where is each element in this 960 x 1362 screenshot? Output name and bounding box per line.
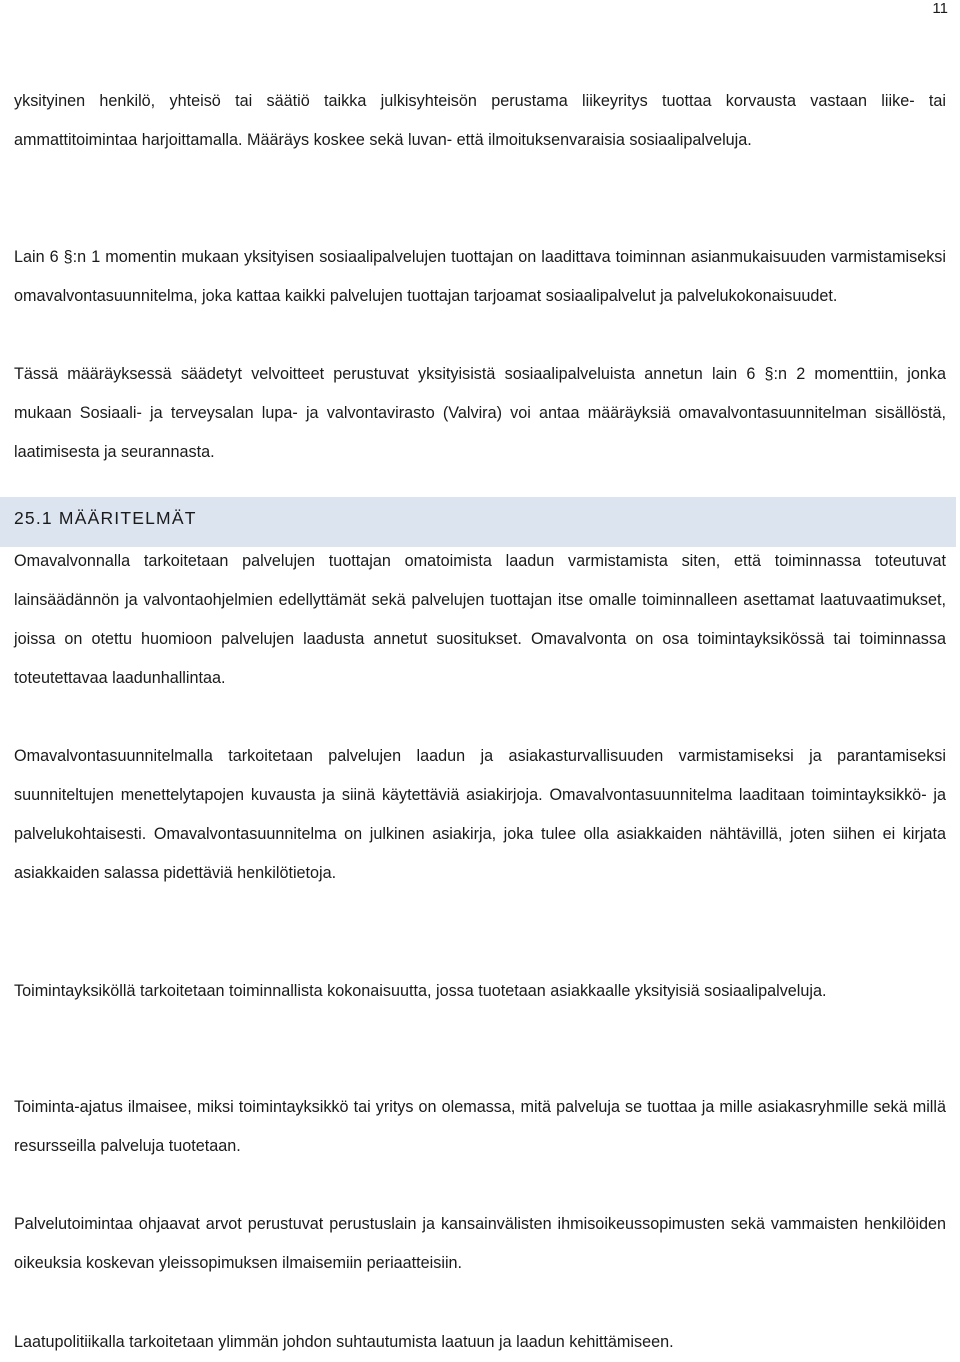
paragraph-toimintayksikko: Toimintayksiköllä tarkoitetaan toiminnallista kokonaisuutta, jossa tuotetaan asiakkaalle yksityisiä sosiaalipalveluja. — [14, 982, 827, 1000]
page-number: 11 — [932, 0, 948, 17]
section-heading: 25.1 MÄÄRITELMÄT — [14, 508, 197, 528]
paragraph-arvot: Palvelutoimintaa ohjaavat arvot perustuvat perustuslain ja kansainvälisten ihmisoikeussopimusten sekä vammaisten henkilöiden oikeuksia koskevan yleissopimuksen ilmaisemiin periaatteisiin. — [14, 1215, 946, 1272]
paragraph-toiminta-ajatus: Toiminta-ajatus ilmaisee, miksi toimintayksikkö tai yritys on olemassa, mitä palveluja se tuottaa ja mille asiakasryhmille sekä millä resursseilla palveluja tuotetaan. — [14, 1098, 946, 1155]
paragraph-law-6-2: Tässä määräyksessä säädetyt velvoitteet perustuvat yksityisistä sosiaalipalveluista annetun lain 6 §:n 2 momenttiin, jonka mukaan Sosiaali- ja terveysalan lupa- ja valvontavirasto (Valvira) voi antaa määräyksiä omavalvontasuunnitelman sisällöstä, laatimisesta ja seurannasta. — [14, 365, 946, 461]
paragraph-omavalvonta: Omavalvonnalla tarkoitetaan palvelujen tuottajan omatoimista laadun varmistamista siten, että toiminnassa toteutuvat lainsäädännön ja valvontaohjelmien edellyttämät sekä palvelujen tuottajan itse omalle toiminnalleen asettamat laatuvaatimukset, joissa on otettu huomioon palvelujen laadusta annetut suositukset. Omavalvonta on osa toimintayksikössä tai toiminnassa toteutettavaa laadunhallintaa. — [14, 552, 946, 687]
paragraph-scope: yksityinen henkilö, yhteisö tai säätiö taikka julkisyhteisön perustama liikeyritys tuottaa korvausta vastaan liike- tai ammattitoimintaa harjoittamalla. Määräys koskee sekä luvan- että ilmoituksenvaraisia sosiaalipalveluja. — [14, 92, 946, 149]
paragraph-omavalvontasuunnitelma: Omavalvontasuunnitelmalla tarkoitetaan palvelujen laadun ja asiakasturvallisuuden varmistamiseksi ja parantamiseksi suunniteltujen menettelytapojen kuvausta ja siinä käytettäviä asiakirjoja. Omavalvontasuunnitelma laaditaan toimintayksikkö- ja palvelukohtaisesti. Omavalvontasuunnitelma on julkinen asiakirja, joka tulee olla asiakkaiden nähtävillä, joten siihen ei kirjata asiakkaiden salassa pidettäviä henkilötietoja. — [14, 747, 946, 882]
paragraph-laatupolitiikka: Laatupolitiikalla tarkoitetaan ylimmän johdon suhtautumista laatuun ja laadun kehittämiseen. — [14, 1333, 674, 1351]
paragraph-law-6-1: Lain 6 §:n 1 momentin mukaan yksityisen sosiaalipalvelujen tuottajan on laadittava toiminnan asianmukaisuuden varmistamiseksi omavalvontasuunnitelma, joka kattaa kaikki palvelujen tuottajan tarjoamat sosiaalipalvelut ja palvelukokonaisuudet. — [14, 248, 946, 305]
